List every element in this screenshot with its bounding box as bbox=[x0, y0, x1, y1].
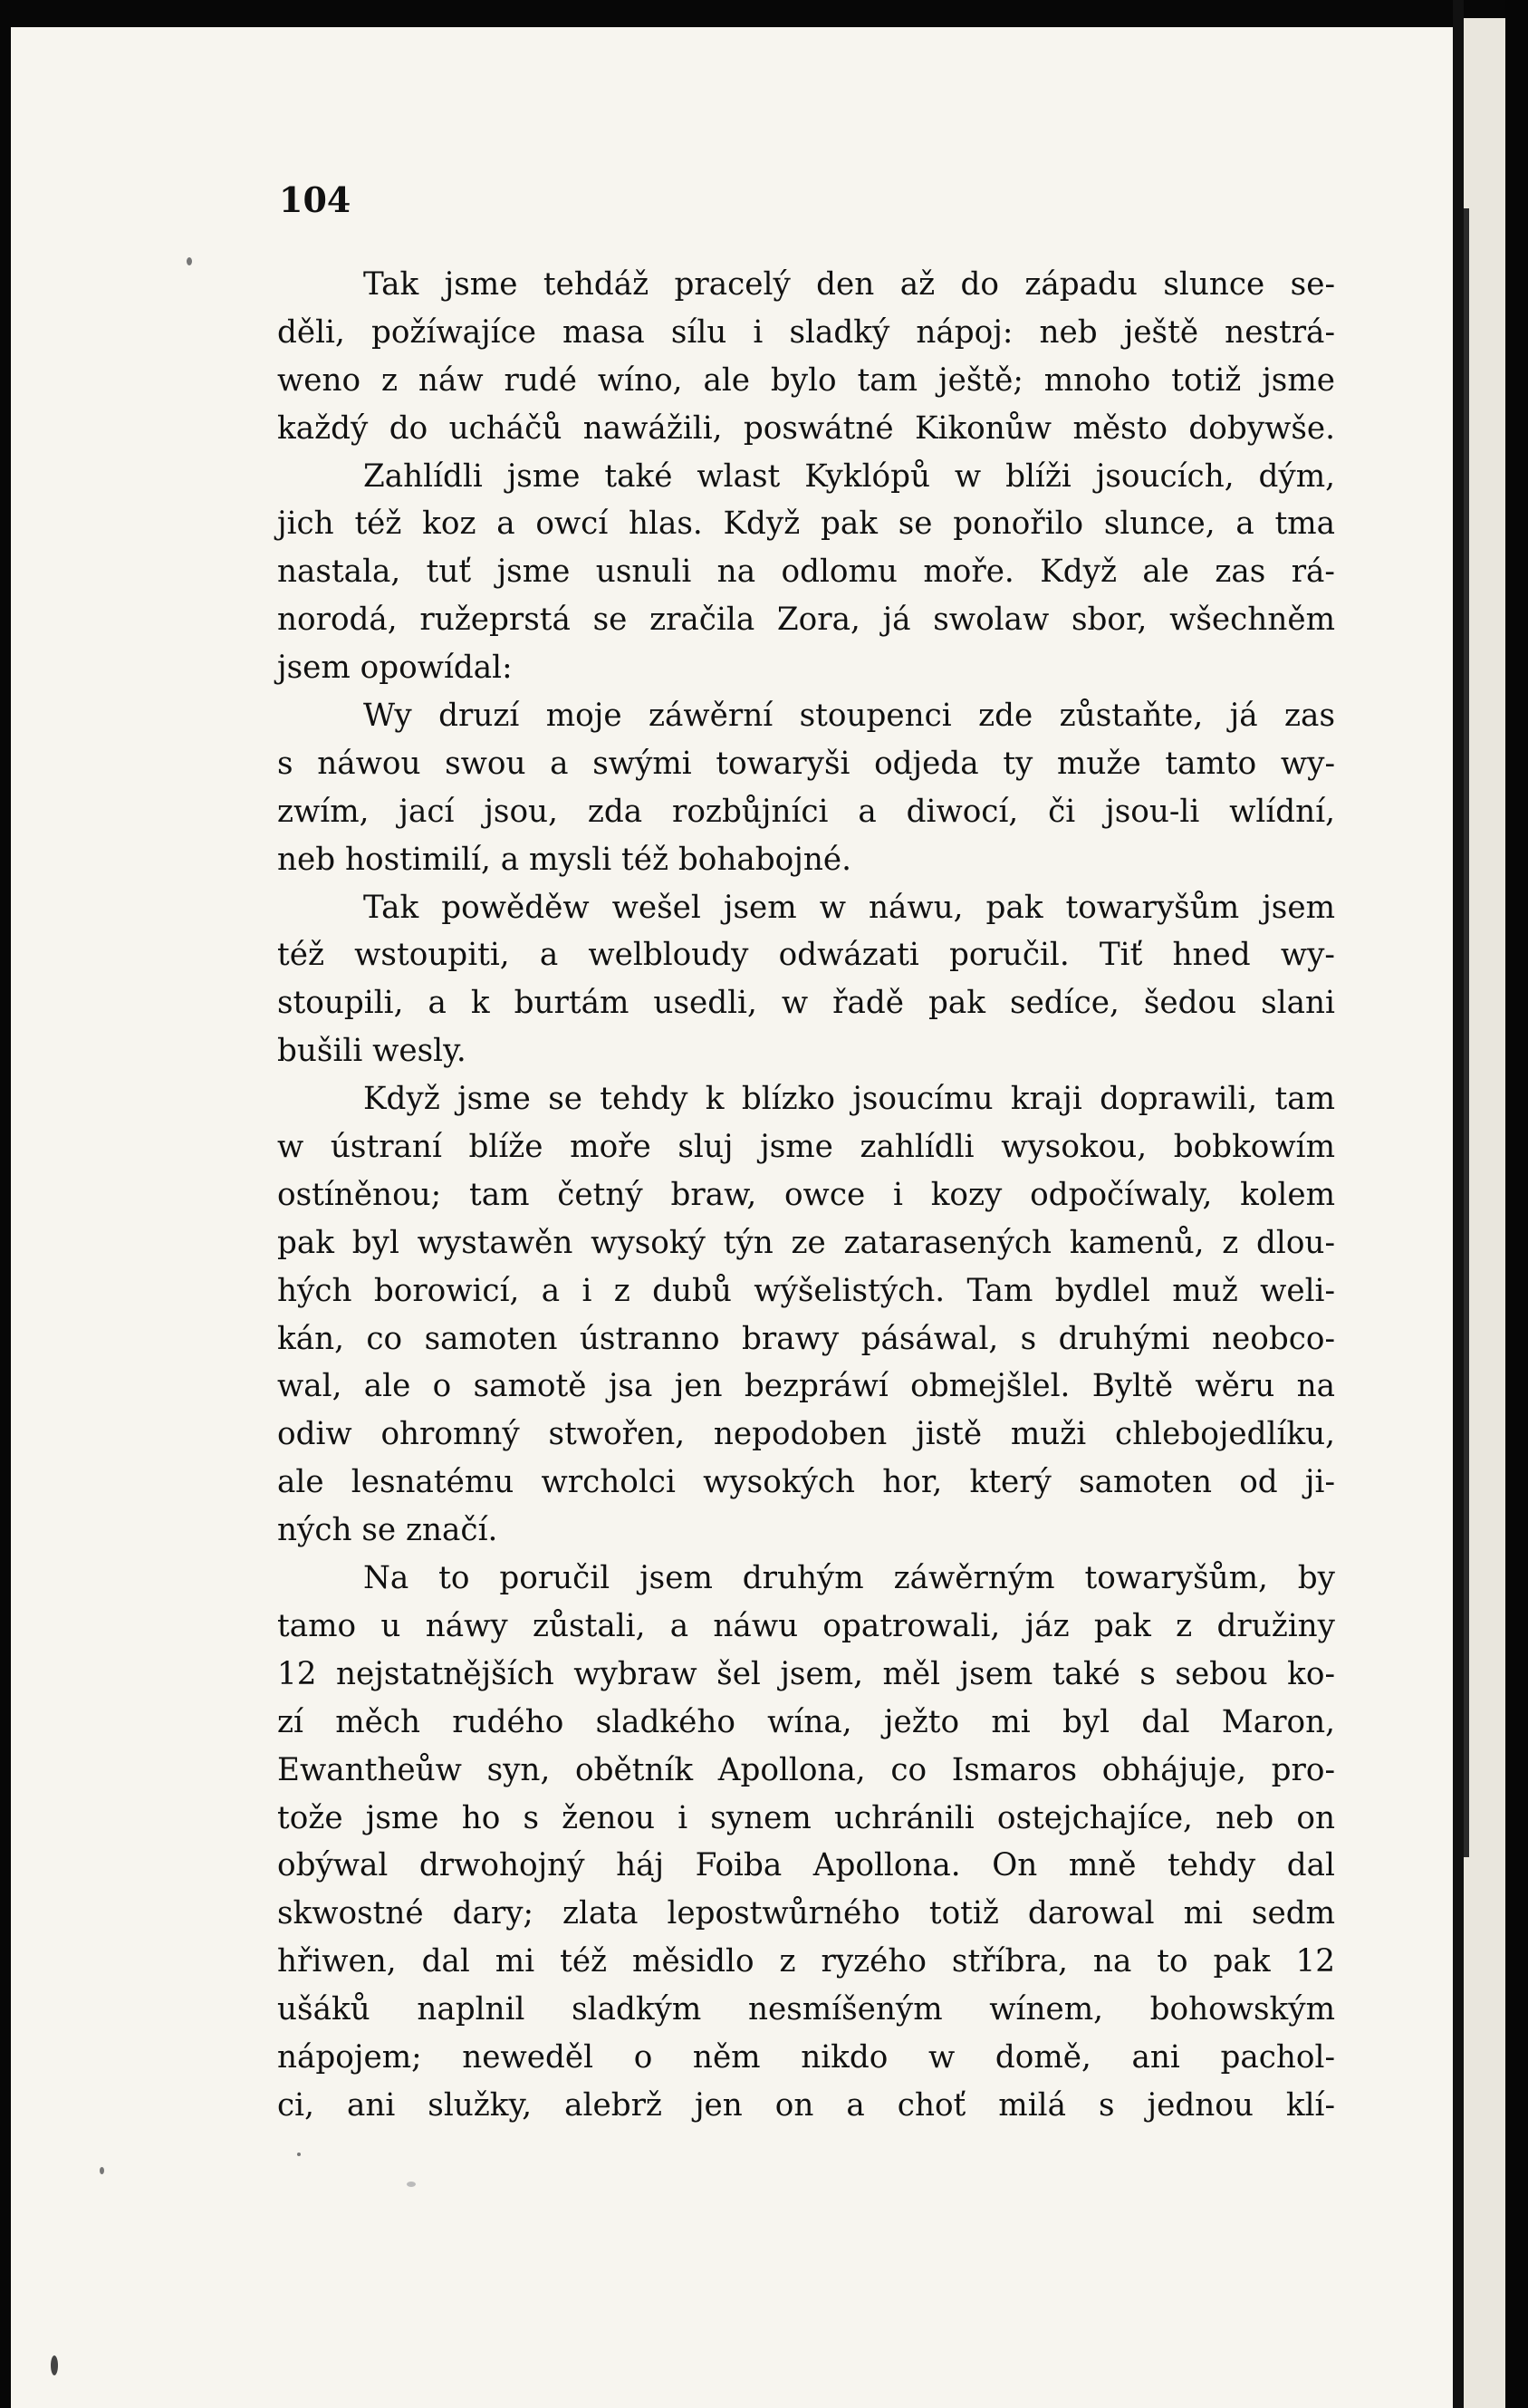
page-gutter-shadow bbox=[1453, 0, 1464, 2408]
text-line: Když jsme se tehdy k blízko jsoucímu kraji doprawili, tam bbox=[363, 1081, 1335, 1118]
text-line: Tak jsme tehdáž pracelý den až do západu slunce se- bbox=[363, 266, 1335, 303]
text-line: Tak powěděw wešel jsem w náwu, pak towaryšům jsem bbox=[363, 889, 1335, 926]
body-text bbox=[277, 261, 1335, 2130]
text-line: w ústraní blíže moře sluj jsme zahlídli wysokou, bobkowím bbox=[277, 1129, 1335, 1166]
text-line: Ewantheůw syn, obětník Apollona, co Ismaros obhájuje, pro- bbox=[277, 1751, 1335, 1788]
text-line: hých borowicí, a i z dubů wýšelistých. Tam bydlel muž weli- bbox=[277, 1272, 1335, 1309]
text-line: wal, ale o samotě jsa jen bezpráwí obmejšlel. Byltě wěru na bbox=[277, 1368, 1335, 1405]
text-line: ale lesnatému wrcholci wysokých hor, který samoten od ji- bbox=[277, 1464, 1335, 1501]
scan-speck bbox=[407, 2182, 416, 2187]
text-line: Na to poručil jsem druhým záwěrným towaryšům, by bbox=[363, 1560, 1335, 1597]
text-line: stoupili, a k burtám usedli, w řadě pak sedíce, šedou slani bbox=[277, 985, 1335, 1022]
text-line: tože jsme ho s ženou i synem uchránili ostejchajíce, neb on bbox=[277, 1799, 1335, 1836]
text-line: zwím, jací jsou, zda rozbůjníci a diwocí, či jsou-li wlídní, bbox=[277, 793, 1335, 830]
text-line: jsem opowídal: bbox=[277, 650, 513, 687]
text-line: tamo u náwy zůstali, a náwu opatrowali, jáz pak z družiny bbox=[277, 1607, 1335, 1644]
text-line: neb hostimilí, a mysli též bohabojné. bbox=[277, 841, 851, 878]
text-line: weno z náw rudé wíno, ale bylo tam ještě; mnoho totiž jsme bbox=[277, 361, 1335, 399]
text-line: ostíněnou; tam četný braw, owce i kozy odpočíwaly, kolem bbox=[277, 1176, 1335, 1213]
text-line: každý do ucháčů nawážili, poswátné Kikonůw město dobywše. bbox=[277, 409, 1335, 447]
text-line: bušili wesly. bbox=[277, 1033, 466, 1070]
text-line: Wy druzí moje záwěrní stoupenci zde zůstaňte, já zas bbox=[363, 698, 1335, 735]
text-line: hřiwen, dal mi též měsidlo z ryzého stříbra, na to pak 12 bbox=[277, 1943, 1335, 1980]
scan-speck bbox=[297, 2153, 301, 2156]
text-line: též wstoupiti, a welbloudy odwázati poručil. Tiť hned wy- bbox=[277, 937, 1335, 974]
scan-speck bbox=[187, 257, 192, 265]
text-line: Zahlídli jsme také wlast Kyklópů w blíži jsoucích, dým, bbox=[363, 458, 1335, 495]
text-line: jich též koz a owcí hlas. Když pak se ponořilo slunce, a tma bbox=[277, 506, 1335, 543]
text-line: děli, požíwajíce masa sílu i sladký nápoj: neb ještě nestrá- bbox=[277, 313, 1335, 351]
text-line: nápojem; neweděl o něm nikdo w domě, ani pachol- bbox=[277, 2038, 1335, 2076]
text-line: ci, ani služky, alebrž jen on a choť milá s jednou klí- bbox=[277, 2086, 1335, 2124]
text-line: pak byl wystawěn wysoký týn ze zatarasených kamenů, z dlou- bbox=[277, 1224, 1335, 1261]
text-line: odiw ohromný stwořen, nepodoben jistě muži chlebojedlíku, bbox=[277, 1416, 1335, 1453]
text-line: nastala, tuť jsme usnuli na odlomu moře. Když ale zas rá- bbox=[277, 554, 1335, 591]
scan-background-right bbox=[1505, 0, 1528, 2408]
text-line: s náwou swou a swými towaryši odjeda ty muže tamto wy- bbox=[277, 745, 1335, 782]
text-line: zí měch rudého sladkého wína, ježto mi byl dal Maron, bbox=[277, 1703, 1335, 1740]
text-line: skwostné dary; zlata lepostwůrného totiž darowal mi sedm bbox=[277, 1895, 1335, 1932]
text-line: kán, co samoten ústranno brawy pásáwal, s druhými neobco- bbox=[277, 1320, 1335, 1357]
scan-speck bbox=[51, 2355, 58, 2375]
next-page-edge bbox=[1464, 18, 1505, 2408]
text-line: obýwal drwohojný háj Foiba Apollona. On mně tehdy dal bbox=[277, 1847, 1335, 1884]
page-number: 104 bbox=[279, 179, 351, 220]
text-line: norodá, ružeprstá se zračila Zora, já swolaw sbor, wšechněm bbox=[277, 602, 1335, 639]
scan-speck bbox=[100, 2167, 104, 2174]
text-line: 12 nejstatnějších wybraw šel jsem, měl jsem také s sebou ko- bbox=[277, 1655, 1335, 1692]
next-page-text-edge bbox=[1464, 208, 1469, 1857]
text-line: ných se značí. bbox=[277, 1512, 498, 1549]
text-line: ušáků naplnil sladkým nesmíšeným wínem, bohowským bbox=[277, 1991, 1335, 2028]
